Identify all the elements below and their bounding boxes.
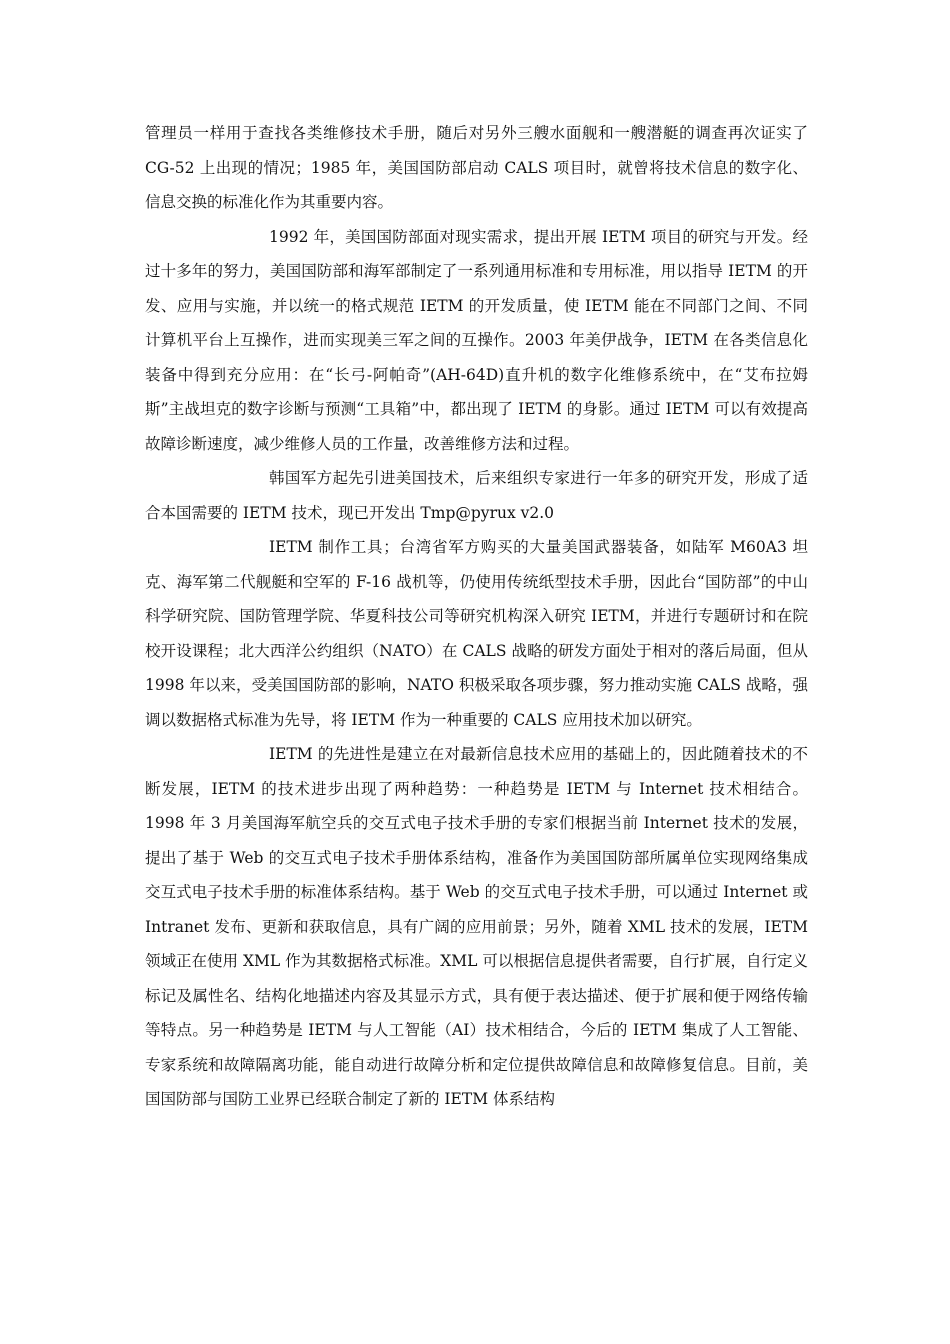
paragraph-2: 1992 年，美国国防部面对现实需求，提出开展 IETM 项目的研究与开发。经过十多年的努力，美国国防部和海军部制定了一系列通用标准和专用标准，用以指导 IETM 的开发、应用与实施，并以统一的格式规范 IETM 的开发质量，使 IETM 能在不同部门之间、不同计算机平台上互操作，进而实现美三军之间的互操作。2003 年美伊战争，IETM 在各类信息化装备中得到充分应用：在“长弓-阿帕奇”(AH-64D)直升机的数字化维修系统中，在“艾布拉姆斯”主战坦克的数字诊断与预测“工具箱”中，都出现了 IETM 的身影。通过 IETM 可以有效提高故障诊断速度，减少维修人员的工作量，改善维修方法和过程。 [145, 227, 808, 453]
paragraph-5: IETM 的先进性是建立在对最新信息技术应用的基础上的，因此随着技术的不断发展，IETM 的技术进步出现了两种趋势：一种趋势是 IETM 与 Internet 技术相结合。1998 年 3 月美国海军航空兵的交互式电子技术手册的专家们根据当前 Internet 技术的发展，提出了基于 Web 的交互式电子技术手册体系结构，准备作为美国国防部所属单位实现网络集成交互式电子技术手册的标准体系结构。基于 Web 的交互式电子技术手册，可以通过 Internet 或 Intranet 发布、更新和获取信息，具有广阔的应用前景；另外，随着 XML 技术的发展，IETM 领域正在使用 XML 作为其数据格式标准。XML 可以根据信息提供者需要，自行扩展，自行定义标记及属性名、结构化地描述内容及其显示方式，具有便于表达描述、便于扩展和便于网络传输等特点。另一种趋势是 IETM 与人工智能（AI）技术相结合，今后的 IETM 集成了人工智能、专家系统和故障隔离功能，能自动进行故障分析和定位提供故障信息和故障修复信息。目前，美国国防部与国防工业界已经联合制定了新的 IETM 体系结构 [145, 745, 808, 1108]
paragraph-4: IETM 制作工具；台湾省军方购买的大量美国武器装备，如陆军 M60A3 坦克、海军第二代舰艇和空军的 F-16 战机等，仍使用传统纸型技术手册，因此台“国防部”的中山科学研究院、国防管理学院、华夏科技公司等研究机构深入研究 IETM，并进行专题研讨和在院校开设课程；北大西洋公约组织（NATO）在 CALS 战略的研发方面处于相对的落后局面，但从 1998 年以来，受美国国防部的影响，NATO 积极采取各项步骤，努力推动实施 CALS 战略，强调以数据格式标准为先导，将 IETM 作为一种重要的 CALS 应用技术加以研究。 [145, 538, 808, 729]
paragraph-3: 韩国军方起先引进美国技术，后来组织专家进行一年多的研究开发，形成了适合本国需要的 IETM 技术，现已开发出 Tmp@pyrux v2.0 [145, 469, 808, 522]
document-body [145, 116, 808, 1117]
paragraph-1: 管理员一样用于查找各类维修技术手册，随后对另外三艘水面舰和一艘潜艇的调查再次证实了 CG-52 上出现的情况；1985 年，美国国防部启动 CALS 项目时，就曾将技术信息的数字化、信息交换的标准化作为其重要内容。 [145, 124, 808, 211]
